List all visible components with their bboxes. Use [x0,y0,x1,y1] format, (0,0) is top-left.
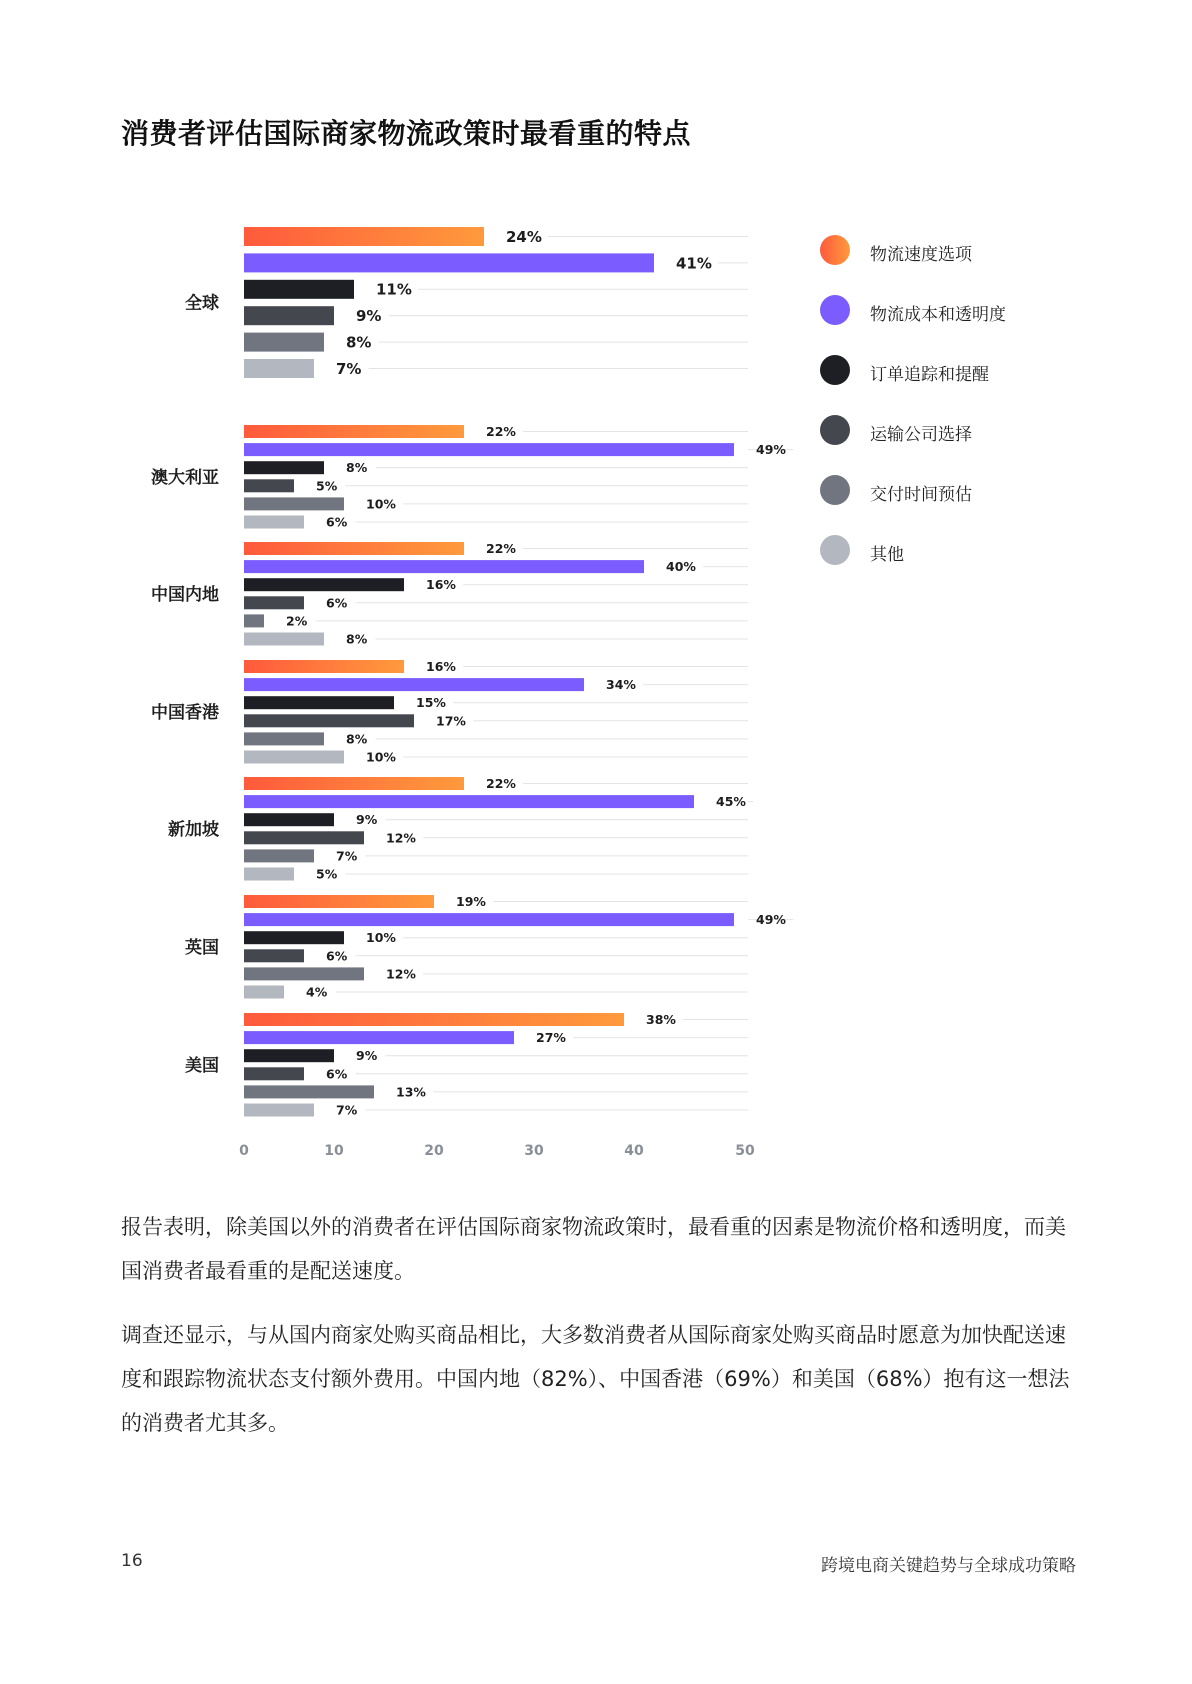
data-label: 5% [316,866,338,882]
bar [244,425,464,438]
bar [244,795,694,808]
body-paragraph-1: 报告表明，除美国以外的消费者在评估国际商家物流政策时，最看重的因素是物流价格和透明度，而美国消费者最看重的是配送速度。 [121,1215,1066,1283]
bar [244,813,334,826]
category-label: 新加坡 [168,819,219,840]
bar [244,696,394,709]
bar [244,831,364,844]
data-label: 45% [716,794,746,810]
bar [244,359,314,378]
data-label: 38% [646,1012,676,1027]
bar [244,732,324,745]
x-tick-label: 10 [324,1143,344,1159]
data-label: 22% [486,424,516,439]
legend-label: 物流成本和透明度 [870,305,1006,325]
bar [244,1067,304,1080]
bar [244,578,404,591]
x-tick-label: 50 [735,1143,755,1159]
bar [244,560,644,573]
data-label: 8% [346,631,368,647]
data-label: 7% [336,1102,358,1118]
legend-swatch [820,535,850,565]
x-tick-label: 30 [524,1143,544,1159]
bar [244,1049,334,1062]
data-label: 9% [356,307,382,326]
legend-label: 订单追踪和提醒 [870,365,989,385]
data-label: 41% [676,254,712,273]
bar [244,777,464,790]
data-label: 16% [426,659,456,674]
data-label: 10% [366,749,396,765]
bar [244,967,364,980]
bar [244,1031,514,1044]
data-label: 40% [666,559,696,575]
x-tick-label: 20 [424,1143,444,1159]
legend-swatch [820,415,850,445]
bar [244,516,304,529]
data-label: 7% [336,848,358,864]
category-label: 全球 [185,293,219,314]
legend-swatch [820,355,850,385]
bar [244,895,434,908]
footer-title: 跨境电商关键趋势与全球成功策略 [821,1556,1076,1576]
data-label: 12% [386,966,416,982]
bar [244,868,294,881]
data-label: 9% [356,812,378,828]
data-label: 10% [366,496,396,512]
x-tick-label: 40 [624,1143,644,1159]
data-label: 49% [756,442,786,458]
page-title: 消费者评估国际商家物流政策时最看重的特点 [121,117,692,150]
bar [244,751,344,764]
data-label: 6% [326,514,348,530]
category-label: 美国 [185,1055,219,1076]
data-label: 27% [536,1030,566,1046]
data-label: 17% [436,713,466,729]
bar [244,253,654,272]
bar [244,931,344,944]
bar [244,949,304,962]
bar [244,443,734,456]
data-label: 19% [456,894,486,909]
category-label: 中国香港 [151,702,219,723]
data-label: 34% [606,677,636,693]
category-label: 澳大利亚 [151,467,219,488]
bar [244,660,404,673]
bar [244,849,314,862]
data-label: 8% [346,460,368,476]
data-label: 12% [386,830,416,846]
data-label: 49% [756,912,786,928]
data-label: 6% [326,1066,348,1082]
data-label: 8% [346,731,368,747]
data-label: 10% [366,930,396,946]
bar [244,986,284,999]
data-label: 7% [336,359,362,378]
legend-label: 交付时间预估 [870,485,972,505]
data-label: 6% [326,948,348,964]
data-label: 13% [396,1084,426,1100]
data-label: 11% [376,280,412,299]
data-label: 16% [426,577,456,593]
bar [244,913,734,926]
bar [244,227,484,246]
data-label: 4% [306,984,328,1000]
body-paragraph-2: 调查还显示，与从国内商家处购买商品相比，大多数消费者从国际商家处购买商品时愿意为加快配送速度和跟踪物流状态支付额外费用。中国内地（82%）、中国香港（69%）和美国（68%）抱有这一想法的消费者尤其多。 [121,1323,1070,1435]
bar [244,596,304,609]
bar [244,461,324,474]
bar [244,1104,314,1117]
data-label: 22% [486,541,516,556]
bar [244,479,294,492]
legend-label: 物流速度选项 [870,245,972,265]
legend-label: 其他 [870,545,904,565]
bar [244,1085,374,1098]
bar [244,306,334,325]
bar [244,678,584,691]
legend-swatch [820,295,850,325]
bar [244,333,324,352]
data-label: 22% [486,776,516,791]
category-label: 英国 [185,937,219,958]
data-label: 5% [316,478,338,494]
bar [244,1013,624,1026]
legend-swatch [820,235,850,265]
bar [244,714,414,727]
bar [244,497,344,510]
data-label: 24% [506,227,542,246]
bar [244,633,324,646]
bar [244,614,264,627]
data-label: 9% [356,1048,378,1064]
data-label: 15% [416,695,446,711]
data-label: 6% [326,595,348,611]
legend-swatch [820,475,850,505]
legend-label: 运输公司选择 [870,425,972,445]
bar [244,280,354,299]
bar [244,542,464,555]
category-label: 中国内地 [151,584,219,605]
x-tick-label: 0 [239,1143,249,1159]
data-label: 8% [346,333,372,352]
page-number: 16 [121,1551,143,1571]
data-label: 2% [286,613,308,629]
